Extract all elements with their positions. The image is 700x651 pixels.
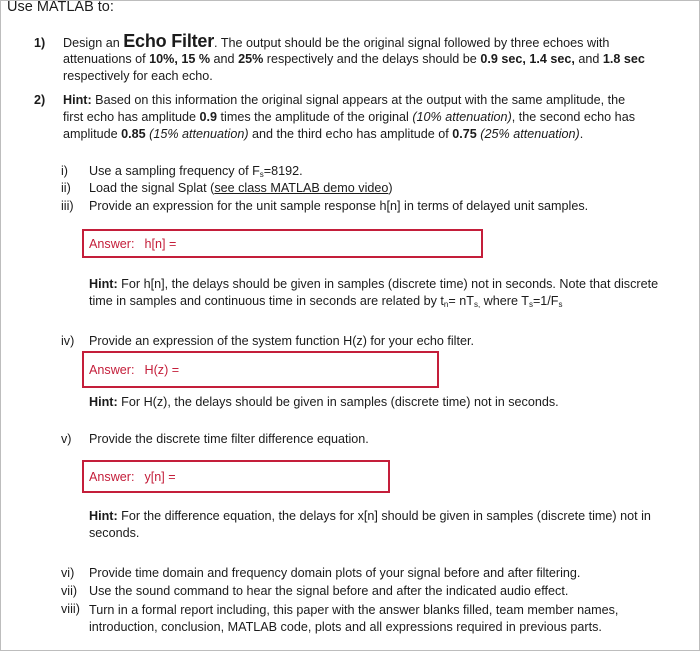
hint-hn-sub-s2: s <box>528 300 533 309</box>
sub-ii-pre: Load the signal Splat ( <box>89 181 215 195</box>
hint-hz <box>89 394 689 411</box>
answer-hz-expr: H(z) = <box>144 362 180 377</box>
hint-hz-text: For H(z), the delays should be given in samples (discrete time) not in seconds. <box>117 395 559 409</box>
item-2-line3a: amplitude <box>63 127 122 141</box>
answer-yn-label: Answer: <box>89 469 135 484</box>
sub-v-text: Provide the discrete time filter difference equation. <box>89 432 369 446</box>
echo-3-attenuation: (25% attenuation) <box>480 127 580 141</box>
item-1-and2: and <box>574 52 603 66</box>
item-2-line2b: times the amplitude of the original <box>217 110 413 124</box>
sub-i-label: i) <box>61 164 68 178</box>
item-2-hint-label: Hint: <box>63 93 92 107</box>
answer-hn-box[interactable] <box>82 229 483 258</box>
hint-hn-sub-s3: s <box>558 300 563 309</box>
sub-iii-label: iii) <box>61 199 74 213</box>
delay-values-1: 0.9 sec, 1.4 sec, <box>480 52 575 66</box>
echo-1-attenuation: (10% attenuation) <box>412 110 512 124</box>
attenuation-value-3: 25% <box>238 52 264 66</box>
sub-vi-label: vi) <box>61 566 75 580</box>
item-2-number: 2) <box>34 93 46 107</box>
item-1-and1: and <box>210 52 239 66</box>
sub-iv-text: Provide an expression of the system function H(z) for your echo filter. <box>89 334 474 348</box>
sub-ii-post: ) <box>388 181 393 195</box>
echo-3-amplitude: 0.75 <box>452 127 477 141</box>
item-2-text: Hint: Based on this information the original signal appears at the output with the same amplitude, the first echo has amplitude 0.9 times the amplitude of the original (10% attenuation), the second echo has amplitude 0.85 (15% attenuation) and the third echo has amplitude of 0.75 (25% attenuation). <box>63 93 635 141</box>
hint-hz-label: Hint: <box>89 395 118 409</box>
sub-iv-label: iv) <box>61 334 75 348</box>
hint-diff <box>89 508 689 542</box>
sub-viii-label: viii) <box>61 602 80 616</box>
echo-2-attenuation: (15% attenuation) <box>149 127 249 141</box>
sub-ii-label: ii) <box>61 181 71 195</box>
sub-v-label: v) <box>61 432 72 446</box>
hint-hn-line2d: =1/F <box>532 294 559 308</box>
sub-i-post: =8192. <box>263 164 303 178</box>
sub-viii-text <box>89 602 618 636</box>
answer-yn-expr: y[n] = <box>144 469 176 484</box>
sub-viii-line2: introduction, conclusion, MATLAB code, plots and all expressions required in previous parts. <box>89 620 602 634</box>
sub-i-pre: Use a sampling frequency of F <box>89 164 260 178</box>
sub-vi-text: Provide time domain and frequency domain plots of your signal before and after filtering. <box>89 566 581 580</box>
hint-hn-label: Hint: <box>89 277 118 291</box>
answer-hn-expr: h[n] = <box>144 236 177 251</box>
delay-value-3: 1.8 sec <box>602 52 645 66</box>
item-1-line3: respectively for each echo. <box>63 69 213 83</box>
hint-hn-sub-n: n <box>443 300 449 309</box>
echo-1-amplitude: 0.9 <box>199 110 218 124</box>
sub-viii-line1: Turn in a formal report including, this paper with the answer blanks filled, team member names, <box>89 603 619 617</box>
sub-i-subscript: s <box>259 170 264 179</box>
hint-hn <box>89 276 689 313</box>
item-1-number: 1) <box>34 36 46 50</box>
sub-vii-text: Use the sound command to hear the signal before and after the indicated audio effect. <box>89 584 569 598</box>
item-1-line2a: attenuations of <box>63 52 150 66</box>
sub-vii-label: vii) <box>61 584 78 598</box>
item-1-text <box>63 31 688 85</box>
hint-hn-line2a: time in samples and continuous time in seconds are related by t <box>89 294 444 308</box>
hint-diff-line1: For the difference equation, the delays for x[n] should be given in samples (discrete time) not in <box>117 509 651 523</box>
hint-diff-line2: seconds. <box>89 526 140 540</box>
hint-hn-line2c: where T <box>480 294 529 308</box>
answer-hz-box[interactable] <box>82 351 439 388</box>
page-header: Use MATLAB to: <box>7 0 114 15</box>
echo-filter-title: Echo Filter <box>123 31 215 51</box>
hint-hn-line1: For h[n], the delays should be given in samples (discrete time) not in seconds. Note that discrete <box>117 277 659 291</box>
sub-i-text <box>89 164 303 179</box>
answer-yn-box[interactable] <box>82 460 390 493</box>
hint-diff-label: Hint: <box>89 509 118 523</box>
item-2-line3b: and the third echo has amplitude of <box>248 127 453 141</box>
item-2-line2a: first echo has amplitude <box>63 110 200 124</box>
item-1-pre: Design an <box>63 36 124 50</box>
sub-ii-text <box>89 181 393 195</box>
item-2-line2c: , the second echo has <box>511 110 635 124</box>
hint-hn-line2b: = nT <box>448 294 474 308</box>
attenuation-values-1: 10%, 15 % <box>149 52 211 66</box>
answer-hz-label: Answer: <box>89 362 135 377</box>
sub-iii-text: Provide an expression for the unit sample response h[n] in terms of delayed unit samples. <box>89 199 589 213</box>
item-1-line1: . The output should be the original signal followed by three echoes with <box>214 36 610 50</box>
echo-2-amplitude: 0.85 <box>121 127 146 141</box>
hint-hn-sub-s1: s, <box>473 300 481 309</box>
item-1-line2b: respectively and the delays should be <box>263 52 481 66</box>
item-2-line1: Based on this information the original signal appears at the output with the same amplitude, the <box>91 93 626 107</box>
demo-video-link[interactable]: see class MATLAB demo video <box>214 181 389 195</box>
answer-hn-label: Answer: <box>89 236 135 251</box>
